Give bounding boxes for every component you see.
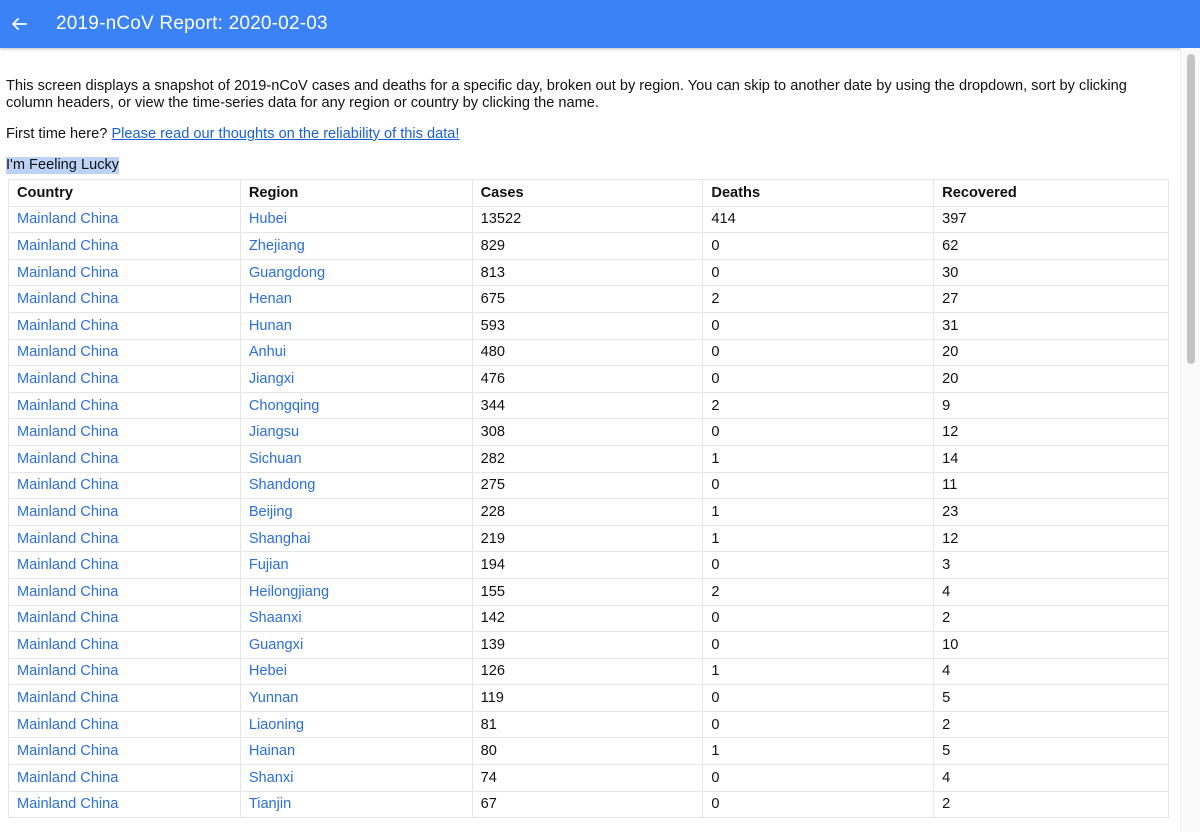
cases-cell: 228 [472, 499, 703, 526]
region-cell[interactable]: Hunan [240, 312, 472, 339]
country-cell[interactable]: Mainland China [9, 472, 241, 499]
country-cell[interactable]: Mainland China [9, 765, 241, 792]
table-row [9, 658, 1169, 685]
page-title: 2019-nCoV Report: 2020-02-03 [56, 13, 328, 34]
table-row [9, 339, 1169, 366]
region-cell[interactable]: Shaanxi [240, 605, 472, 632]
table-row [9, 286, 1169, 313]
deaths-cell: 0 [703, 366, 934, 393]
country-cell[interactable]: Mainland China [9, 711, 241, 738]
region-cell[interactable]: Hebei [240, 658, 472, 685]
cases-cell: 194 [472, 552, 703, 579]
region-cell[interactable]: Heilongjiang [240, 578, 472, 605]
recovered-cell: 27 [934, 286, 1169, 313]
country-cell[interactable]: Mainland China [9, 233, 241, 260]
cases-cell: 13522 [472, 206, 703, 233]
country-cell[interactable]: Mainland China [9, 445, 241, 472]
table-row [9, 419, 1169, 446]
cases-cell: 829 [472, 233, 703, 260]
cases-cell: 480 [472, 339, 703, 366]
cases-cell: 74 [472, 765, 703, 792]
recovered-cell: 2 [934, 711, 1169, 738]
table-row [9, 472, 1169, 499]
country-cell[interactable]: Mainland China [9, 206, 241, 233]
deaths-cell: 0 [703, 419, 934, 446]
main-content [0, 48, 1180, 832]
app-bar [0, 0, 1200, 48]
region-cell[interactable]: Shanghai [240, 525, 472, 552]
feeling-lucky-link[interactable]: I'm Feeling Lucky [6, 157, 120, 173]
deaths-cell: 0 [703, 711, 934, 738]
country-cell[interactable]: Mainland China [9, 552, 241, 579]
cases-cell: 219 [472, 525, 703, 552]
country-cell[interactable]: Mainland China [9, 738, 241, 765]
country-cell[interactable]: Mainland China [9, 499, 241, 526]
column-header-region[interactable]: Region [240, 180, 472, 207]
region-cell[interactable]: Beijing [240, 499, 472, 526]
cases-cell: 80 [472, 738, 703, 765]
table-row [9, 392, 1169, 419]
table-row [9, 765, 1169, 792]
deaths-cell: 0 [703, 765, 934, 792]
cases-cell: 275 [472, 472, 703, 499]
recovered-cell: 30 [934, 259, 1169, 286]
table-row [9, 578, 1169, 605]
recovered-cell: 23 [934, 499, 1169, 526]
country-cell[interactable]: Mainland China [9, 685, 241, 712]
cases-cell: 155 [472, 578, 703, 605]
deaths-cell: 0 [703, 685, 934, 712]
arrow-left-icon [10, 15, 28, 33]
deaths-cell: 1 [703, 738, 934, 765]
region-cell[interactable]: Hainan [240, 738, 472, 765]
region-cell[interactable]: Guangdong [240, 259, 472, 286]
table-row [9, 552, 1169, 579]
region-cell[interactable]: Henan [240, 286, 472, 313]
reliability-link[interactable]: Please read our thoughts on the reliability of this data! [111, 126, 460, 142]
deaths-cell: 0 [703, 632, 934, 659]
table-row [9, 605, 1169, 632]
table-row [9, 632, 1169, 659]
region-cell[interactable]: Guangxi [240, 632, 472, 659]
country-cell[interactable]: Mainland China [9, 525, 241, 552]
country-cell[interactable]: Mainland China [9, 312, 241, 339]
deaths-cell: 2 [703, 286, 934, 313]
region-cell[interactable]: Liaoning [240, 711, 472, 738]
deaths-cell: 0 [703, 312, 934, 339]
deaths-cell: 1 [703, 658, 934, 685]
table-row [9, 366, 1169, 393]
cases-cell: 139 [472, 632, 703, 659]
country-cell[interactable]: Mainland China [9, 578, 241, 605]
cases-cell: 675 [472, 286, 703, 313]
recovered-cell: 20 [934, 366, 1169, 393]
recovered-cell: 2 [934, 605, 1169, 632]
cases-cell: 593 [472, 312, 703, 339]
table-row [9, 259, 1169, 286]
region-cell[interactable]: Jiangxi [240, 366, 472, 393]
column-header-country[interactable]: Country [9, 180, 241, 207]
recovered-cell: 10 [934, 632, 1169, 659]
country-cell[interactable]: Mainland China [9, 605, 241, 632]
first-time-label: First time here? [6, 126, 108, 142]
region-cell[interactable]: Anhui [240, 339, 472, 366]
recovered-cell: 4 [934, 578, 1169, 605]
region-cell[interactable]: Shandong [240, 472, 472, 499]
table-header-row [9, 180, 1169, 207]
cases-cell: 142 [472, 605, 703, 632]
deaths-cell: 0 [703, 233, 934, 260]
table-body [9, 206, 1169, 818]
table-row [9, 499, 1169, 526]
cases-cell: 282 [472, 445, 703, 472]
recovered-cell: 11 [934, 472, 1169, 499]
deaths-cell: 0 [703, 605, 934, 632]
back-button[interactable] [2, 7, 36, 41]
region-cell[interactable]: Tianjin [240, 791, 472, 818]
cases-cell: 67 [472, 791, 703, 818]
deaths-cell: 1 [703, 499, 934, 526]
deaths-cell: 0 [703, 472, 934, 499]
first-time-line [6, 126, 459, 143]
table-row [9, 312, 1169, 339]
table-row [9, 685, 1169, 712]
column-header-recovered[interactable]: Recovered [934, 180, 1169, 207]
country-cell[interactable]: Mainland China [9, 339, 241, 366]
recovered-cell: 4 [934, 658, 1169, 685]
region-cell[interactable]: Hubei [240, 206, 472, 233]
region-cell[interactable]: Shanxi [240, 765, 472, 792]
country-cell[interactable]: Mainland China [9, 392, 241, 419]
region-cell[interactable]: Jiangsu [240, 419, 472, 446]
deaths-cell: 1 [703, 525, 934, 552]
deaths-cell: 0 [703, 791, 934, 818]
report-table [8, 179, 1169, 818]
table-row [9, 711, 1169, 738]
cases-cell: 126 [472, 658, 703, 685]
recovered-cell: 5 [934, 738, 1169, 765]
recovered-cell: 20 [934, 339, 1169, 366]
country-cell[interactable]: Mainland China [9, 259, 241, 286]
country-cell[interactable]: Mainland China [9, 791, 241, 818]
table-row [9, 738, 1169, 765]
deaths-cell: 2 [703, 578, 934, 605]
deaths-cell: 1 [703, 445, 934, 472]
region-cell[interactable]: Chongqing [240, 392, 472, 419]
vertical-scrollbar[interactable] [1180, 48, 1200, 832]
country-cell[interactable]: Mainland China [9, 632, 241, 659]
deaths-cell: 0 [703, 259, 934, 286]
cases-cell: 813 [472, 259, 703, 286]
recovered-cell: 5 [934, 685, 1169, 712]
recovered-cell: 12 [934, 525, 1169, 552]
table-row [9, 791, 1169, 818]
column-header-cases[interactable]: Cases [472, 180, 703, 207]
cases-cell: 308 [472, 419, 703, 446]
country-cell[interactable]: Mainland China [9, 366, 241, 393]
recovered-cell: 397 [934, 206, 1169, 233]
region-cell[interactable]: Yunnan [240, 685, 472, 712]
recovered-cell: 3 [934, 552, 1169, 579]
recovered-cell: 12 [934, 419, 1169, 446]
country-cell[interactable]: Mainland China [9, 286, 241, 313]
deaths-cell: 0 [703, 339, 934, 366]
cases-cell: 119 [472, 685, 703, 712]
cases-cell: 344 [472, 392, 703, 419]
region-cell[interactable]: Zhejiang [240, 233, 472, 260]
deaths-cell: 414 [703, 206, 934, 233]
table-row [9, 525, 1169, 552]
column-header-deaths[interactable]: Deaths [703, 180, 934, 207]
recovered-cell: 4 [934, 765, 1169, 792]
recovered-cell: 31 [934, 312, 1169, 339]
recovered-cell: 62 [934, 233, 1169, 260]
deaths-cell: 0 [703, 552, 934, 579]
table-row [9, 233, 1169, 260]
table-row [9, 445, 1169, 472]
region-cell[interactable]: Fujian [240, 552, 472, 579]
region-cell[interactable]: Sichuan [240, 445, 472, 472]
cases-cell: 81 [472, 711, 703, 738]
deaths-cell: 2 [703, 392, 934, 419]
recovered-cell: 9 [934, 392, 1169, 419]
country-cell[interactable]: Mainland China [9, 658, 241, 685]
country-cell[interactable]: Mainland China [9, 419, 241, 446]
table-row [9, 206, 1169, 233]
recovered-cell: 2 [934, 791, 1169, 818]
cases-cell: 476 [472, 366, 703, 393]
recovered-cell: 14 [934, 445, 1169, 472]
intro-text: This screen displays a snapshot of 2019-nCoV cases and deaths for a specific day, broken out by region. You can skip to another date by using the dropdown, sort by clicking column headers, or view the time-series data for any region or country by clicking the name. [6, 78, 1127, 111]
scrollbar-thumb[interactable] [1187, 54, 1195, 364]
